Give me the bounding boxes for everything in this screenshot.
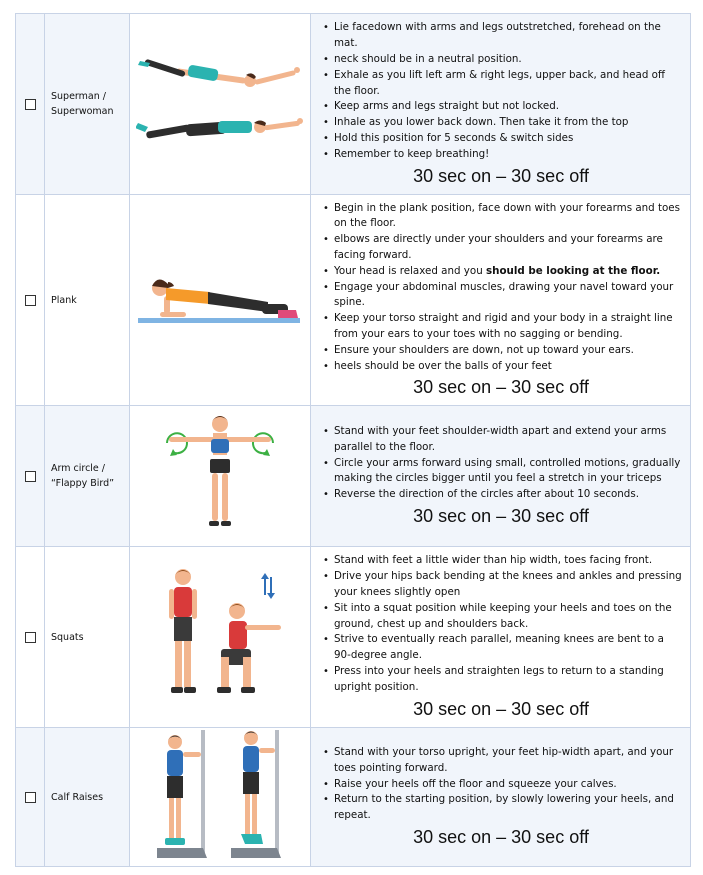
- interval-timing: 30 sec on – 30 sec off: [413, 505, 589, 526]
- checkbox[interactable]: [25, 295, 36, 306]
- step-item: • Lie facedown with arms and legs outstretched, forehead on the mat.: [334, 20, 682, 52]
- step-list: [320, 424, 682, 503]
- exercise-image-cell: [130, 195, 311, 406]
- exercise-name: Squats: [45, 547, 130, 728]
- exercise-description: [311, 14, 691, 195]
- superman-illustration: [136, 53, 304, 151]
- step-item: • Begin in the plank position, face down with your forearms and toes on the floor.: [334, 201, 682, 233]
- step-item: • Return to the starting position, by slowly lowering your heels, and repeat.: [334, 792, 682, 824]
- step-item: • Remember to keep breathing!: [334, 147, 682, 163]
- squat-illustration: [155, 565, 285, 705]
- step-list: [320, 553, 682, 695]
- checkbox-cell: [16, 547, 45, 728]
- interval-timing: 30 sec on – 30 sec off: [413, 165, 589, 186]
- step-item: • Keep arms and legs straight but not locked.: [334, 99, 682, 115]
- step-item: • Sit into a squat position while keeping your heels and toes on the ground, chest up and shoulders back.: [334, 601, 682, 633]
- step-emphasis: should be looking at the floor.: [486, 264, 661, 277]
- step-item: • Ensure your shoulders are down, not up toward your ears.: [334, 343, 682, 359]
- step-item: • heels should be over the balls of your feet: [334, 359, 682, 375]
- exercise-description: [311, 406, 691, 547]
- exercise-description: [311, 728, 691, 867]
- step-item: • Keep your torso straight and rigid and your body in a straight line from your ears to your toes with no sagging or bending.: [334, 311, 682, 343]
- step-item: • Hold this position for 5 seconds & switch sides: [334, 131, 682, 147]
- exercise-row-squats: [16, 547, 691, 728]
- plank-illustration: [138, 268, 302, 328]
- step-item: • Reverse the direction of the circles after about 10 seconds.: [334, 487, 682, 503]
- exercise-name: Calf Raises: [45, 728, 130, 867]
- step-list: [320, 745, 682, 824]
- step-item: • neck should be in a neutral position.: [334, 52, 682, 68]
- checkbox[interactable]: [25, 471, 36, 482]
- exercise-row-plank: [16, 195, 691, 406]
- step-item: • Drive your hips back bending at the knees and ankles and pressing your knees slightly open: [334, 569, 682, 601]
- exercise-description: [311, 195, 691, 406]
- step-item: • Raise your heels off the floor and squeeze your calves.: [334, 777, 682, 793]
- step-item: • Press into your heels and straighten legs to return to a standing upright position.: [334, 664, 682, 696]
- exercise-image-cell: [130, 547, 311, 728]
- checkbox[interactable]: [25, 99, 36, 110]
- checkbox[interactable]: [25, 632, 36, 643]
- exercise-image-cell: [130, 14, 311, 195]
- exercise-name: Arm circle / “Flappy Bird”: [45, 406, 130, 547]
- step-item: [334, 264, 682, 280]
- interval-timing: 30 sec on – 30 sec off: [413, 698, 589, 719]
- checkbox[interactable]: [25, 792, 36, 803]
- step-item: • Exhale as you lift left arm & right legs, upper back, and head off the floor.: [334, 68, 682, 100]
- interval-timing: 30 sec on – 30 sec off: [413, 377, 589, 398]
- exercise-description: [311, 547, 691, 728]
- checkbox-cell: [16, 195, 45, 406]
- step-item: • Stand with feet a little wider than hip width, toes facing front.: [334, 553, 682, 569]
- step-list: [320, 201, 682, 375]
- interval-timing: 30 sec on – 30 sec off: [413, 826, 589, 847]
- checkbox-cell: [16, 406, 45, 547]
- step-list: [320, 20, 682, 162]
- step-item: • Stand with your torso upright, your feet hip-width apart, and your toes pointing forward.: [334, 745, 682, 777]
- arm-circle-illustration: [147, 409, 293, 539]
- exercise-image-cell: [130, 406, 311, 547]
- step-item: • Stand with your feet shoulder-width apart and extend your arms parallel to the floor.: [334, 424, 682, 456]
- checkbox-cell: [16, 728, 45, 867]
- step-item: • Engage your abdominal muscles, drawing your navel toward your spine.: [334, 280, 682, 312]
- exercise-name: Superman / Superwoman: [45, 14, 130, 195]
- step-item: • Circle your arms forward using small, controlled motions, gradually making the circles bigger until you feel a stretch in your triceps: [334, 456, 682, 488]
- step-text: Your head is relaxed and you: [334, 264, 487, 277]
- exercise-row-arm-circle: [16, 406, 691, 547]
- exercise-image-cell: [130, 728, 311, 867]
- calf-raise-illustration: [157, 730, 283, 860]
- exercise-row-calf-raises: [16, 728, 691, 867]
- exercise-table: [15, 13, 691, 867]
- step-item: • Strive to eventually reach parallel, meaning knees are bent to a 90-degree angle.: [334, 632, 682, 664]
- step-item: • elbows are directly under your shoulders and your forearms are facing forward.: [334, 232, 682, 264]
- exercise-row-superman: [16, 14, 691, 195]
- step-item: • Inhale as you lower back down. Then take it from the top: [334, 115, 682, 131]
- checkbox-cell: [16, 14, 45, 195]
- exercise-name: Plank: [45, 195, 130, 406]
